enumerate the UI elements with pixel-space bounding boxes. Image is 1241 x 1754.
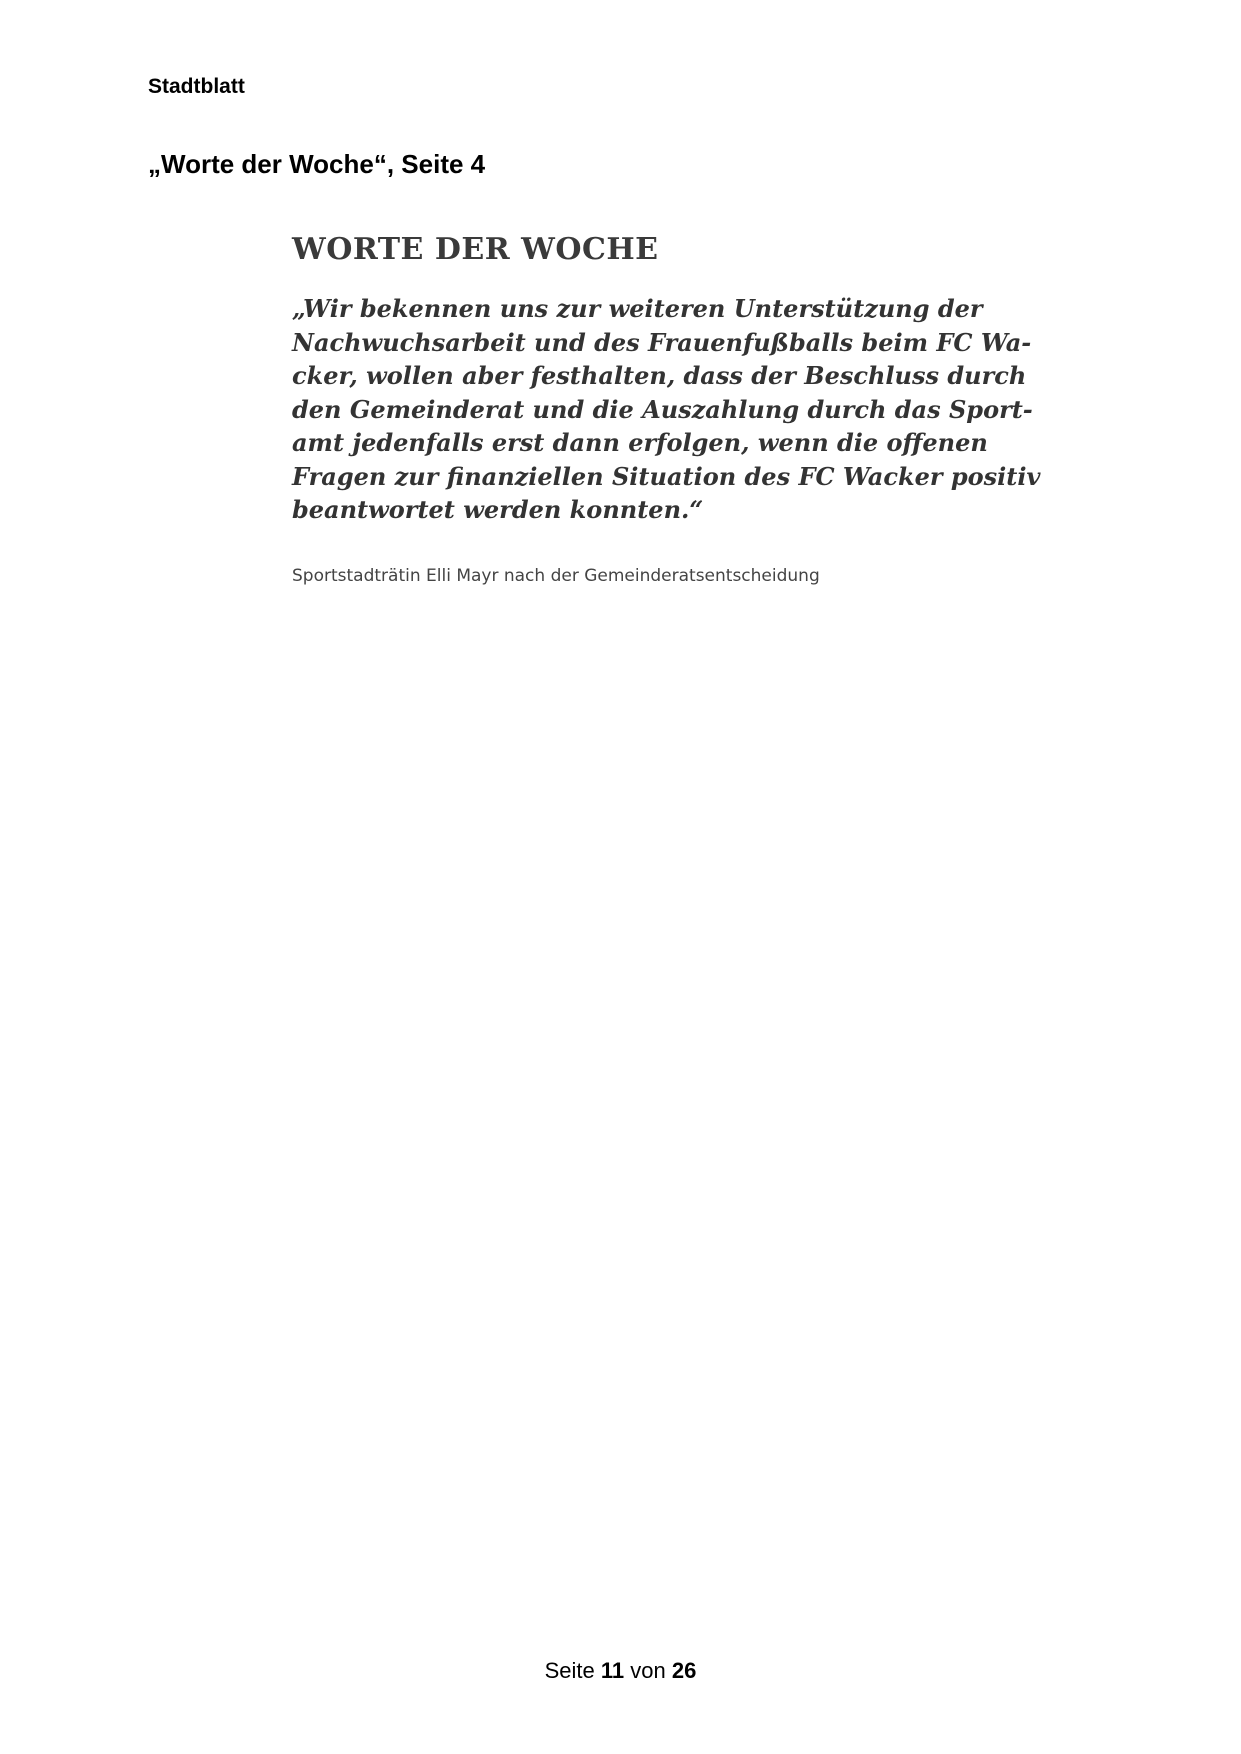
quote-line: „Wir bekennen uns zur weiteren Unterstützung der (292, 294, 983, 323)
page-footer (0, 1658, 1241, 1684)
total-page-number: 26 (671, 1658, 697, 1683)
quote-line: beantwortet werden konnten.“ (292, 495, 704, 524)
quote-line: amt jedenfalls erst dann erfolgen, wenn die offenen (292, 428, 988, 457)
section-title: „Worte der Woche“, Seite 4 (148, 149, 486, 179)
clipping-quote (292, 292, 1041, 527)
clipping-heading: WORTE DER WOCHE (292, 232, 659, 267)
footer-separator: von (630, 1658, 666, 1683)
quote-line: Fragen zur finanziellen Situation des FC Wacker positiv (292, 461, 1041, 491)
source-label: Stadtblatt (148, 75, 245, 98)
clipping-attribution: Sportstadträtin Elli Mayr nach der Gemeinderatsentscheidung (292, 565, 820, 586)
quote-line: cker, wollen aber festhalten, dass der Beschluss durch (292, 361, 1027, 390)
quote-line: den Gemeinderat und die Auszahlung durch das Sport- (292, 394, 1033, 424)
newspaper-clipping (292, 230, 1041, 587)
quote-line: Nachwuchsarbeit und des Frauenfußballs beim FC Wa- (292, 327, 1032, 357)
footer-prefix: Seite (544, 1658, 595, 1683)
current-page-number: 11 (600, 1658, 625, 1683)
